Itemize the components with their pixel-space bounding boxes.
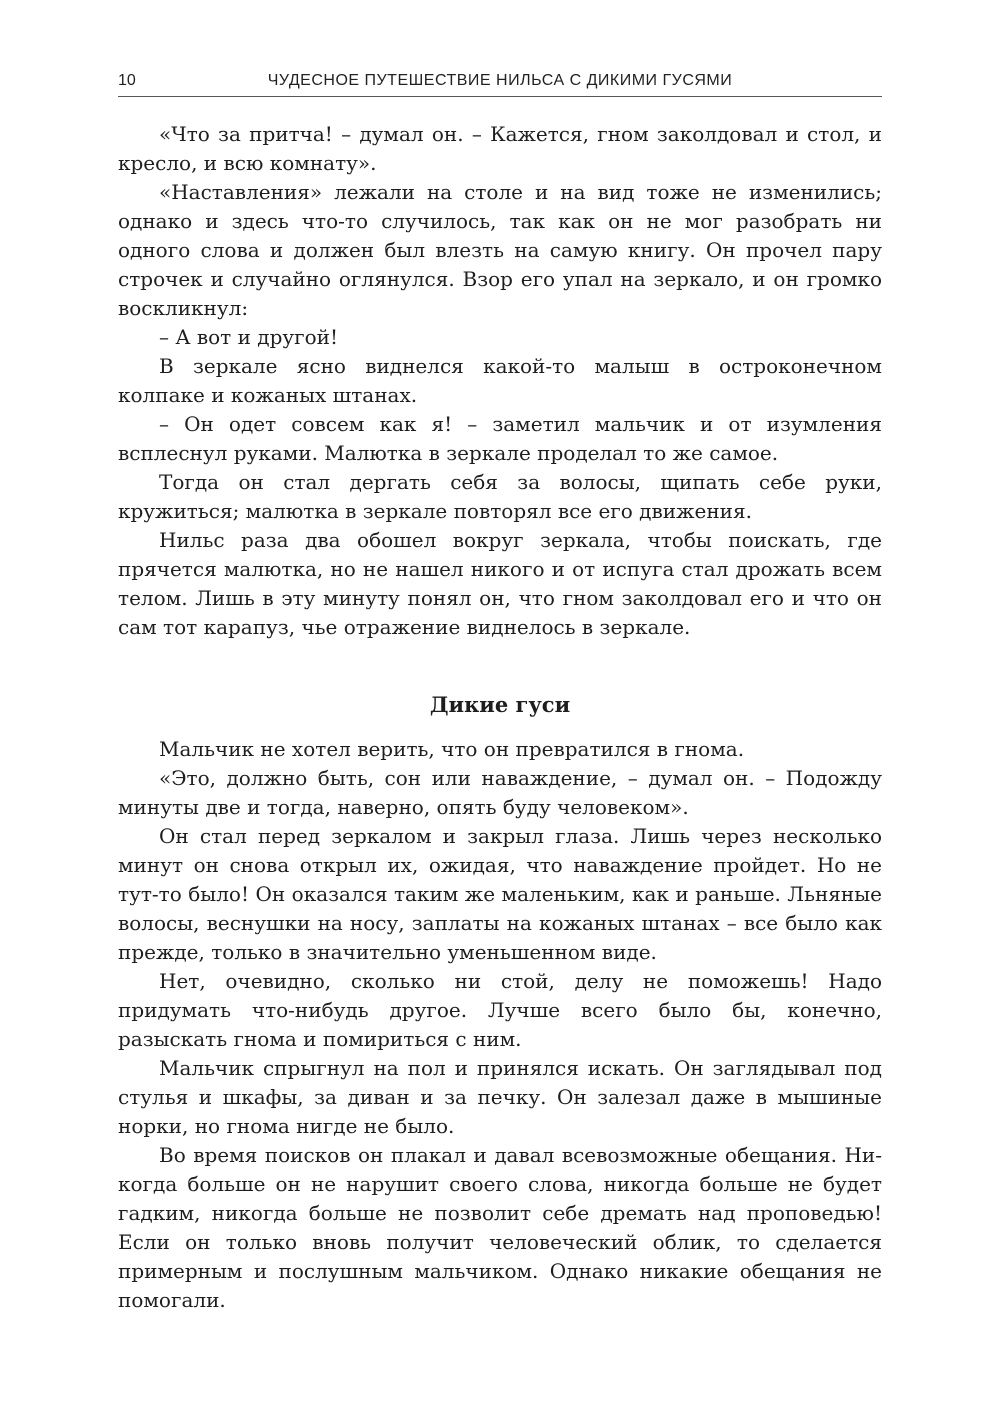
running-title: ЧУДЕСНОЕ ПУТЕШЕСТВИЕ НИЛЬСА С ДИКИМИ ГУСЯМИ xyxy=(267,72,733,89)
paragraph: «Это, должно быть, сон или наваждение, – думал он. – Подожду минуты две и тогда, наверно, опять буду человеком». xyxy=(118,766,882,819)
paragraph: Он стал перед зеркалом и закрыл глаза. Лишь через несколько минут он снова открыл их, ожидая, что наваждение пройдет. Но не тут-то было! Он оказался таким же маленьким, как и раньше. Льняные волосы, веснушки на носу, заплаты на кожаных штанах – все было как прежде, только в значительно уменьшенном виде. xyxy=(118,824,882,964)
paragraph: «Что за притча! – думал он. – Кажется, гном заколдовал и стол, и кресло, и всю комнату». xyxy=(118,122,882,175)
paragraph: Во время поисков он плакал и давал всевозможные обещания. Никогда больше он не нарушит своего слова, никогда больше не будет гадким, никогда больше не позволит себе дремать над проповедью! Если он только вновь получит человеческий облик, то сделается примерным и послушным мальчиком. Однако никакие обещания не помогали. xyxy=(118,1143,882,1312)
section-heading: Дикие гуси xyxy=(429,692,571,717)
paragraph: «Наставления» лежали на столе и на вид тоже не изменились; однако и здесь что-то случилось, так как он не мог разобрать ни одного слова и должен был влезть на самую книгу. Он прочел пару строчек и случайно оглянулся. Взор его упал на зеркало, и он громко воскликнул: xyxy=(118,180,882,320)
text-block-after-heading xyxy=(118,735,882,1315)
paragraph: Мальчик спрыгнул на пол и принялся искать. Он заглядывал под стулья и шкафы, за диван и за печку. Он залезал даже в мышиные норки, но гнома нигде не было. xyxy=(118,1056,882,1138)
paragraph: В зеркале ясно виднелся какой-то малыш в остроконечном колпаке и кожаных штанах. xyxy=(118,354,882,407)
page-number: 10 xyxy=(118,72,136,89)
paragraph: – Он одет совсем как я! – заметил мальчик и от изумления всплеснул руками. Малютка в зеркале проделал то же самое. xyxy=(118,412,882,465)
paragraph: Нильс раза два обошел вокруг зеркала, чтобы поискать, где прячется малютка, но не нашел никого и от испуга стал дрожать всем телом. Лишь в эту минуту понял он, что гном заколдовал его и что он сам тот карапуз, чье отражение виднелось в зеркале. xyxy=(118,528,882,639)
text-block-before-heading xyxy=(118,120,882,642)
paragraph: Нет, очевидно, сколько ни стой, делу не поможешь! Надо придумать что-нибудь другое. Лучше всего было бы, конечно, разыскать гнома и помириться с ним. xyxy=(118,969,882,1051)
paragraph: Мальчик не хотел верить, что он превратился в гнома. xyxy=(159,737,745,761)
paragraph: – А вот и другой! xyxy=(159,325,339,349)
paragraph: Тогда он стал дергать себя за волосы, щипать себе руки, кружиться; малютка в зеркале повторял все его движения. xyxy=(118,470,882,523)
running-header xyxy=(118,70,882,97)
